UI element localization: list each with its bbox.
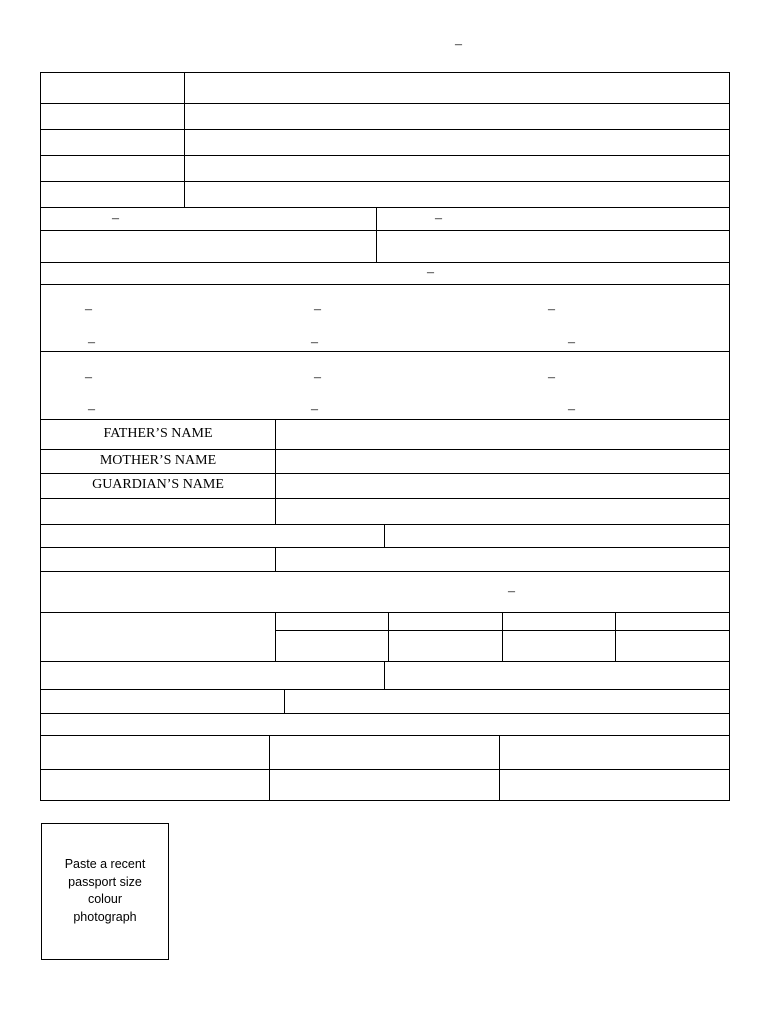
split-row-left[interactable] [40, 524, 385, 548]
split-row-2-left[interactable] [40, 661, 385, 690]
photo-instructions [42, 856, 168, 926]
form-label-cell-3 [40, 129, 185, 156]
form-label-cell-2 [40, 103, 185, 130]
form-input-cell-6[interactable] [275, 498, 730, 525]
split-header-left [40, 207, 377, 231]
form-label-cell-6 [40, 498, 276, 525]
three-col-header-2 [269, 735, 500, 770]
grid-header-cell-3 [502, 612, 616, 631]
father-name-field[interactable] [275, 419, 730, 450]
form-label-cell-4 [40, 155, 185, 182]
grid-input-cell-2[interactable] [388, 630, 503, 662]
split-header-right [376, 207, 730, 231]
grid-header-cell-4 [615, 612, 730, 631]
three-col-header-3 [499, 735, 730, 770]
form-input-cell-3[interactable] [184, 129, 730, 156]
form-label-cell-7 [40, 547, 276, 572]
photo-instruction-line: Paste a recent [64, 857, 146, 871]
form-label-cell-8 [40, 689, 285, 714]
split-header-left-dash: – [112, 211, 119, 226]
grid-header-cell-1 [275, 612, 389, 631]
three-col-input-3[interactable] [499, 769, 730, 801]
address-block-2-mark: – [85, 370, 92, 385]
address-block-2-mark: – [314, 370, 321, 385]
form-label-cell-5 [40, 181, 185, 208]
address-block-1-mark: – [314, 302, 321, 317]
address-block-1-mark: – [568, 335, 575, 350]
address-block-2-mark: – [88, 402, 95, 417]
grid-header-cell-2 [388, 612, 503, 631]
grid-input-cell-3[interactable] [502, 630, 616, 662]
three-col-header-1 [40, 735, 270, 770]
mother-name-field[interactable] [275, 449, 730, 474]
wide-input-row[interactable] [40, 571, 730, 613]
address-block-1-mark: – [88, 335, 95, 350]
form-input-cell-5[interactable] [184, 181, 730, 208]
address-block-2-mark: – [548, 370, 555, 385]
split-row-2-right[interactable] [384, 661, 730, 690]
form-input-cell-7[interactable] [275, 547, 730, 572]
address-block-1-mark: – [311, 335, 318, 350]
form-input-cell-2[interactable] [184, 103, 730, 130]
section-header-row [40, 262, 730, 285]
three-col-input-2[interactable] [269, 769, 500, 801]
photo-instruction-line: colour [87, 892, 123, 906]
mother-name-label: MOTHER’S NAME [99, 453, 217, 468]
address-block-1-mark: – [85, 302, 92, 317]
address-block-2-mark: – [568, 402, 575, 417]
photo-instruction-line: passport size [68, 874, 142, 889]
photo-instruction-line: photograph [73, 909, 137, 924]
wide-input-row-dash: – [508, 584, 515, 599]
split-input-left[interactable] [40, 230, 377, 263]
guardian-name-field[interactable] [275, 473, 730, 499]
split-input-right[interactable] [376, 230, 730, 263]
three-col-input-1[interactable] [40, 769, 270, 801]
grid-input-cell-1[interactable] [275, 630, 389, 662]
father-name-label: FATHER’S NAME [103, 425, 213, 441]
address-block-1[interactable] [40, 284, 730, 352]
address-block-2-mark: – [311, 402, 318, 417]
form-label-cell-1 [40, 72, 185, 104]
address-block-2[interactable] [40, 351, 730, 420]
section-header-dash: – [427, 265, 434, 280]
address-block-1-mark: – [548, 302, 555, 317]
guardian-name-label: GUARDIAN’S NAME [92, 477, 224, 492]
form-input-cell-8[interactable] [284, 689, 730, 714]
split-row-right[interactable] [384, 524, 730, 548]
grid-input-cell-4[interactable] [615, 630, 730, 662]
grid-label-cell [40, 612, 276, 662]
form-input-cell-4[interactable] [184, 155, 730, 182]
header-dash: – [455, 37, 462, 52]
full-width-row [40, 713, 730, 736]
split-header-right-dash: – [435, 211, 442, 226]
form-input-cell-1[interactable] [184, 72, 730, 104]
